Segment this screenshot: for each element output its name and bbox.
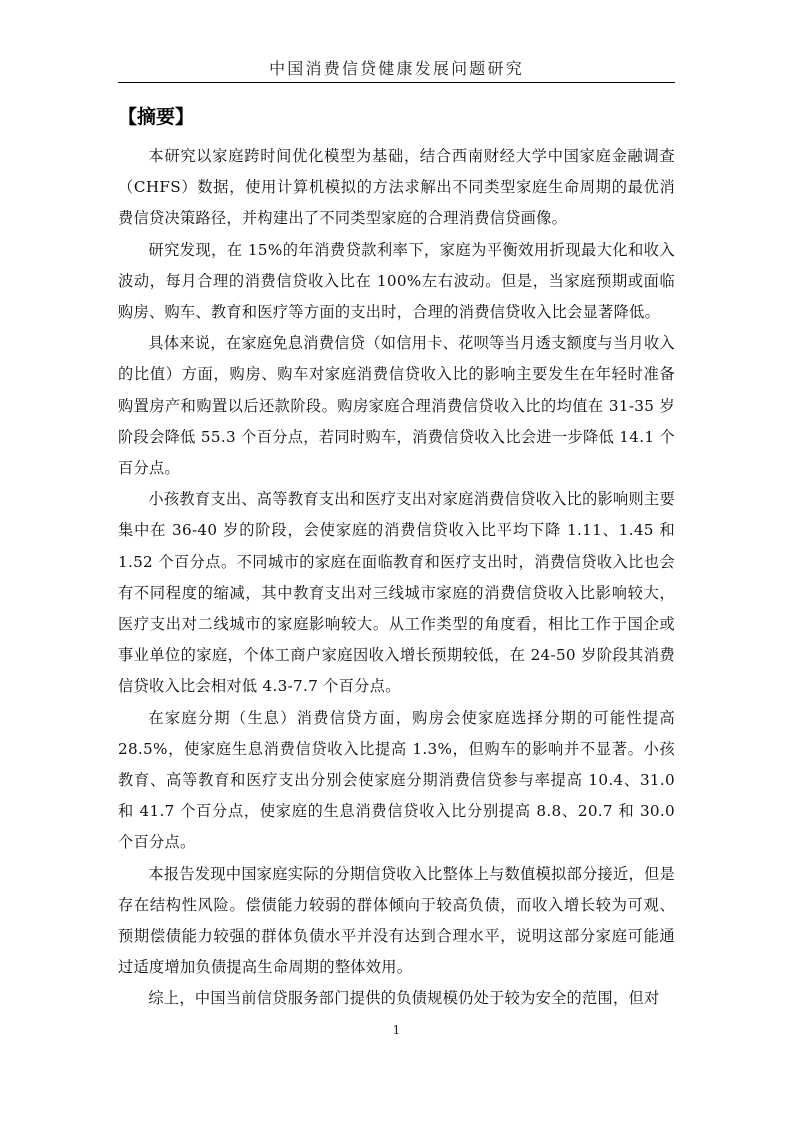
- page-header: [118, 58, 675, 83]
- paragraph-education-medical: 小孩教育支出、高等教育支出和医疗支出对家庭消费信贷收入比的影响则主要集中在 36-40 岁的阶段，会使家庭的消费信贷收入比平均下降 1.11、1.45 和 1.52 个百分点。不同城市的家庭在面临教育和医疗支出时，消费信贷收入比也会有不同程度的缩减，其中教育支出对三线城市家庭的消费信贷收入比影响较大，医疗支出对二线城市的家庭影响较大。从工作类型的角度看，相比工作于国企或事业单位的家庭，个体工商户家庭因收入增长预期较低，在 24-50 岁阶段其消费信贷收入比会相对低 4.3-7.7 个百分点。: [118, 490, 675, 696]
- document-title: 中国消费信贷健康发展问题研究: [269, 59, 524, 78]
- paragraph-installment-credit: 在家庭分期（生息）消费信贷方面，购房会使家庭选择分期的可能性提高 28.5%，使家庭生息消费信贷收入比提高 1.3%，但购车的影响并不显著。小孩教育、高等教育和医疗支出分别会使家庭分期消费信贷参与率提高 10.4、31.0 和 41.7 个百分点，使家庭的生息消费信贷收入比分别提高 8.8、20.7 和 30.0 个百分点。: [118, 708, 675, 852]
- abstract-heading: 【摘要】: [118, 106, 195, 128]
- paragraph-intro: 本研究以家庭跨时间优化模型为基础，结合西南财经大学中国家庭金融调查（CHFS）数据，使用计算机模拟的方法求解出不同类型家庭生命周期的最优消费信贷决策路径，并构建出了不同类型家庭的合理消费信贷画像。: [118, 147, 675, 228]
- paragraph-findings: 研究发现，在 15%的年消费贷款利率下，家庭为平衡效用折现最大化和收入波动，每月合理的消费信贷收入比在 100%左右波动。但是，当家庭预期或面临购房、购车、教育和医疗等方面的支出时，合理的消费信贷收入比会显著降低。: [118, 240, 675, 322]
- page-number: 1: [392, 1023, 401, 1037]
- abstract-body: [118, 141, 675, 1015]
- paragraph-conclusion: 综上，中国当前信贷服务部门提供的负债规模仍处于较为安全的范围，但对: [148, 989, 660, 1008]
- paragraph-interest-free-credit: 具体来说，在家庭免息消费信贷（如信用卡、花呗等当月透支额度与当月收入的比值）方面，购房、购车对家庭消费信贷收入比的影响主要发生在年轻时准备购置房产和购置以后还款阶段。购房家庭合理消费信贷收入比的均值在 31-35 岁阶段会降低 55.3 个百分点，若同时购车，消费信贷收入比会进一步降低 14.1 个百分点。: [118, 334, 675, 478]
- paragraph-structural-risk: 本报告发现中国家庭实际的分期信贷收入比整体上与数值模拟部分接近，但是存在结构性风险。偿债能力较弱的群体倾向于较高负债，而收入增长较为可观、预期偿债能力较强的群体负债水平并没有达到合理水平，说明这部分家庭可能通过适度增加负债提高生命周期的整体效用。: [118, 864, 675, 977]
